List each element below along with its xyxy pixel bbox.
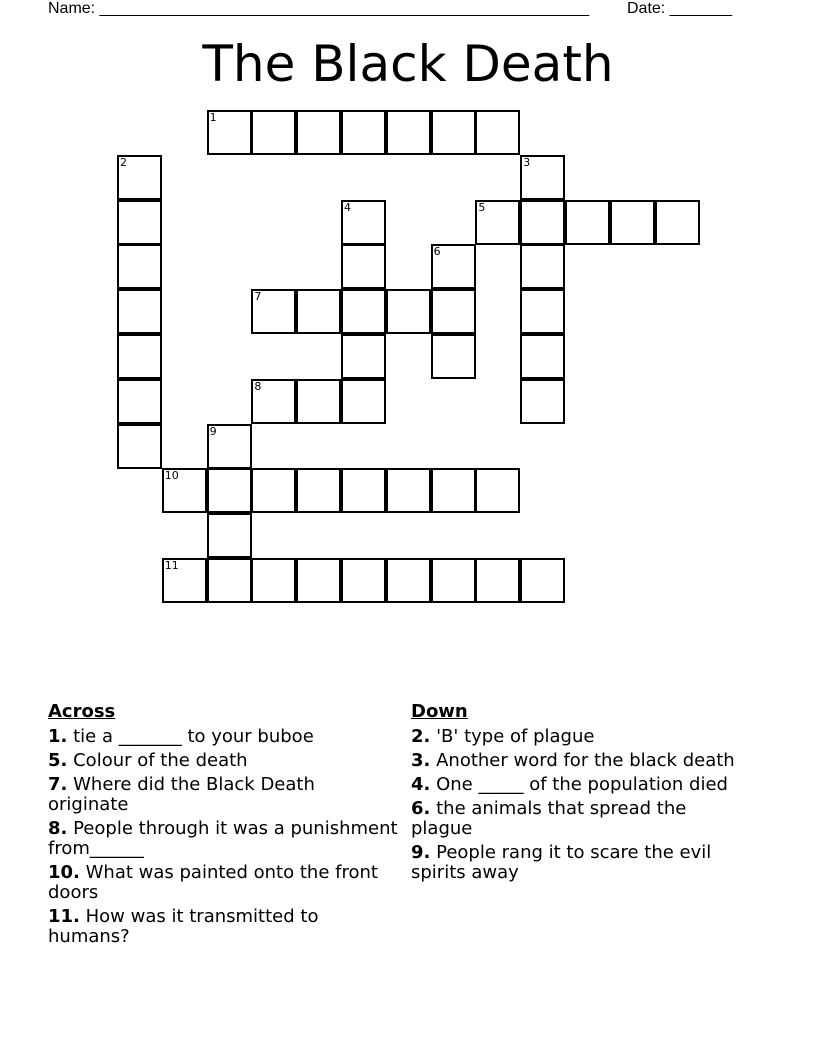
clue-number: 11. <box>48 906 80 927</box>
clue-number: 10. <box>48 862 80 883</box>
crossword-cell[interactable] <box>207 468 252 513</box>
cell-number: 7 <box>254 290 262 304</box>
crossword-cell[interactable] <box>162 558 207 603</box>
clue-text: People rang it to scare the evil spirits away <box>411 842 712 883</box>
crossword-cell[interactable] <box>565 200 610 245</box>
crossword-cell[interactable] <box>386 110 431 155</box>
crossword-cell[interactable] <box>431 334 476 379</box>
crossword-cell[interactable] <box>520 200 565 245</box>
crossword-cell[interactable] <box>162 468 207 513</box>
cell-number: 1 <box>209 111 217 124</box>
crossword-cell[interactable] <box>431 244 476 289</box>
crossword-cell[interactable] <box>341 244 386 289</box>
crossword-cell[interactable] <box>207 558 252 603</box>
down-clue <box>411 775 741 795</box>
crossword-cell[interactable] <box>431 468 476 513</box>
clue-number: 1. <box>48 726 68 747</box>
cell-number: 11 <box>164 559 179 572</box>
down-clue <box>411 751 741 771</box>
crossword-cell[interactable] <box>117 334 162 379</box>
crossword-cell[interactable] <box>207 110 252 155</box>
crossword-cell[interactable] <box>475 558 520 603</box>
crossword-cell[interactable] <box>431 289 476 334</box>
across-clue <box>48 907 398 947</box>
clue-text: the animals that spread the plague <box>411 798 687 839</box>
crossword-cell[interactable] <box>207 424 252 469</box>
clue-number: 4. <box>411 774 431 795</box>
clue-text: Another word for the black death <box>436 750 735 771</box>
crossword-cell[interactable] <box>520 334 565 379</box>
clue-number: 2. <box>411 726 431 747</box>
across-clue <box>48 863 398 903</box>
crossword-cell[interactable] <box>341 110 386 155</box>
crossword-cell[interactable] <box>251 110 296 155</box>
crossword-cell[interactable] <box>251 379 296 424</box>
crossword-cell[interactable] <box>520 379 565 424</box>
puzzle-title: The Black Death <box>202 35 614 93</box>
clue-text: 'B' type of plague <box>436 726 595 747</box>
crossword-cell[interactable] <box>117 289 162 334</box>
crossword-cell[interactable] <box>520 244 565 289</box>
crossword-cell[interactable] <box>251 468 296 513</box>
cell-number: 5 <box>478 200 486 214</box>
clue-text: One _____ of the population died <box>436 774 728 795</box>
down-clue <box>411 799 741 839</box>
crossword-cell[interactable] <box>296 289 341 334</box>
crossword-cell[interactable] <box>386 558 431 603</box>
crossword-cell[interactable] <box>117 379 162 424</box>
across-heading: Across <box>48 701 116 722</box>
crossword-cell[interactable] <box>117 424 162 469</box>
clue-number: 3. <box>411 750 431 771</box>
cell-number: 9 <box>209 424 217 438</box>
down-clue <box>411 843 741 883</box>
crossword-cell[interactable] <box>341 334 386 379</box>
cell-number: 10 <box>164 469 179 483</box>
crossword-cell[interactable] <box>475 200 520 245</box>
crossword-cell[interactable] <box>296 110 341 155</box>
crossword-cell[interactable] <box>655 200 700 245</box>
clue-text: What was painted onto the front doors <box>48 862 378 903</box>
across-clue <box>48 819 398 859</box>
across-clues <box>48 701 398 951</box>
crossword-cell[interactable] <box>207 513 252 558</box>
cell-number: 6 <box>433 245 441 259</box>
crossword-cell[interactable] <box>386 289 431 334</box>
across-clue <box>48 751 398 771</box>
crossword-cell[interactable] <box>520 289 565 334</box>
across-clue <box>48 727 398 747</box>
down-heading: Down <box>411 701 468 722</box>
crossword-cell[interactable] <box>610 200 655 245</box>
crossword-cell[interactable] <box>296 379 341 424</box>
down-clue <box>411 727 741 747</box>
crossword-cell[interactable] <box>520 558 565 603</box>
crossword-cell[interactable] <box>475 110 520 155</box>
crossword-cell[interactable] <box>341 289 386 334</box>
crossword-cell[interactable] <box>431 110 476 155</box>
crossword-cell[interactable] <box>341 558 386 603</box>
clue-text: How was it transmitted to humans? <box>48 906 319 947</box>
clue-text: Colour of the death <box>73 750 248 771</box>
cell-number: 4 <box>344 200 351 214</box>
crossword-cell[interactable] <box>520 155 565 200</box>
crossword-cell[interactable] <box>251 558 296 603</box>
crossword-cell[interactable] <box>251 289 296 334</box>
crossword-cell[interactable] <box>386 468 431 513</box>
crossword-cell[interactable] <box>296 468 341 513</box>
clue-number: 8. <box>48 818 68 839</box>
crossword-cell[interactable] <box>341 468 386 513</box>
clue-text: People through it was a punishment from______ <box>48 818 398 859</box>
crossword-cell[interactable] <box>341 200 386 245</box>
clue-text: Where did the Black Death originate <box>48 774 315 815</box>
crossword-cell[interactable] <box>475 468 520 513</box>
across-clue <box>48 775 398 815</box>
crossword-cell[interactable] <box>117 155 162 200</box>
crossword-cell[interactable] <box>341 379 386 424</box>
crossword-cell[interactable] <box>296 558 341 603</box>
crossword-cell[interactable] <box>117 244 162 289</box>
date-field[interactable]: Date: _______ <box>627 0 732 17</box>
cell-number: 2 <box>120 155 127 169</box>
name-field[interactable]: Name: _______________________________________________________ <box>48 0 589 17</box>
cell-number: 8 <box>254 379 262 393</box>
clue-number: 9. <box>411 842 431 863</box>
clue-text: tie a _______ to your buboe <box>73 726 314 747</box>
clue-number: 7. <box>48 774 68 795</box>
clue-number: 5. <box>48 750 68 771</box>
down-clues <box>411 701 741 887</box>
crossword-cell[interactable] <box>431 558 476 603</box>
clue-number: 6. <box>411 798 431 819</box>
crossword-cell[interactable] <box>117 200 162 245</box>
cell-number: 3 <box>523 155 531 169</box>
